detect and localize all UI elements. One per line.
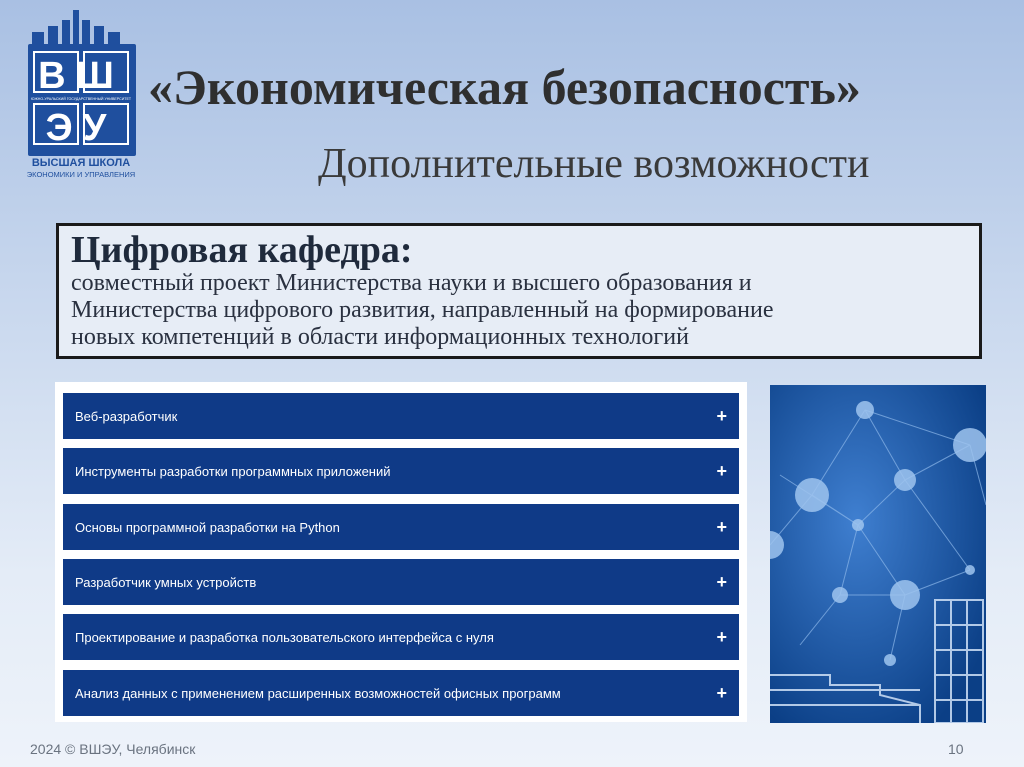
footer-copyright: 2024 © ВШЭУ, Челябинск xyxy=(30,741,196,757)
accordion-item-smart-devices[interactable] xyxy=(63,559,739,605)
definition-heading: Цифровая кафедра: xyxy=(71,229,413,271)
accordion-item-data-analysis[interactable] xyxy=(63,670,739,716)
slide-title: «Экономическая безопасность» xyxy=(148,59,861,115)
logo-tagline: ЮЖНО-УРАЛЬСКИЙ ГОСУДАРСТВЕННЫЙ УНИВЕРСИТЕТ xyxy=(30,97,132,101)
expand-plus-icon[interactable]: + xyxy=(716,460,727,481)
accordion-item-label: Разработчик умных устройств xyxy=(75,574,257,590)
slide-subtitle: Дополнительные возможности xyxy=(318,141,870,187)
facebook-node-icon xyxy=(852,519,864,531)
accordion-item-label: Основы программной разработки на Python xyxy=(75,519,340,535)
accordion-item-python[interactable] xyxy=(63,504,739,550)
accordion-item-web-developer[interactable] xyxy=(63,393,739,439)
education-node-icon xyxy=(795,478,829,512)
definition-line: совместный проект Министерства науки и высшего образования и xyxy=(71,270,752,296)
chart-node-icon xyxy=(890,580,920,610)
accordion-item-label: Проектирование и разработка пользовательского интерфейса с нуля xyxy=(75,629,494,645)
logo-name-line1: ВЫСШАЯ ШКОЛА xyxy=(31,157,131,169)
expand-plus-icon[interactable]: + xyxy=(716,571,727,592)
accordion-item-label: Анализ данных с применением расширенных возможностей офисных программ xyxy=(75,685,561,701)
ok-node-icon xyxy=(832,587,848,603)
slide-number: 10 xyxy=(948,741,964,757)
expand-plus-icon[interactable]: + xyxy=(716,682,727,703)
university-logo xyxy=(26,10,138,180)
accordion-item-label: Веб-разработчик xyxy=(75,408,178,424)
accordion-item-dev-tools[interactable] xyxy=(63,448,739,494)
logo-letters-top: ВШ xyxy=(38,55,124,97)
logo-letters-bottom: ЭУ xyxy=(45,107,117,149)
globe-node-icon xyxy=(953,428,986,462)
telegram-node-icon xyxy=(856,401,874,419)
definition-line: новых компетенций в области информационных технологий xyxy=(71,324,689,350)
definition-line: Министерства цифрового развития, направленный на формирование xyxy=(71,297,774,323)
programs-accordion xyxy=(55,382,747,722)
accordion-item-ui-design[interactable] xyxy=(63,614,739,660)
expand-plus-icon[interactable]: + xyxy=(716,405,727,426)
expand-plus-icon[interactable]: + xyxy=(716,626,727,647)
definition-box xyxy=(56,223,982,359)
accordion-item-label: Инструменты разработки программных приложений xyxy=(75,463,391,479)
network-illustration xyxy=(770,385,986,723)
vk-node-icon xyxy=(894,469,916,491)
logo-name-line2: ЭКОНОМИКИ И УПРАВЛЕНИЯ xyxy=(26,170,136,179)
expand-plus-icon[interactable]: + xyxy=(716,516,727,537)
